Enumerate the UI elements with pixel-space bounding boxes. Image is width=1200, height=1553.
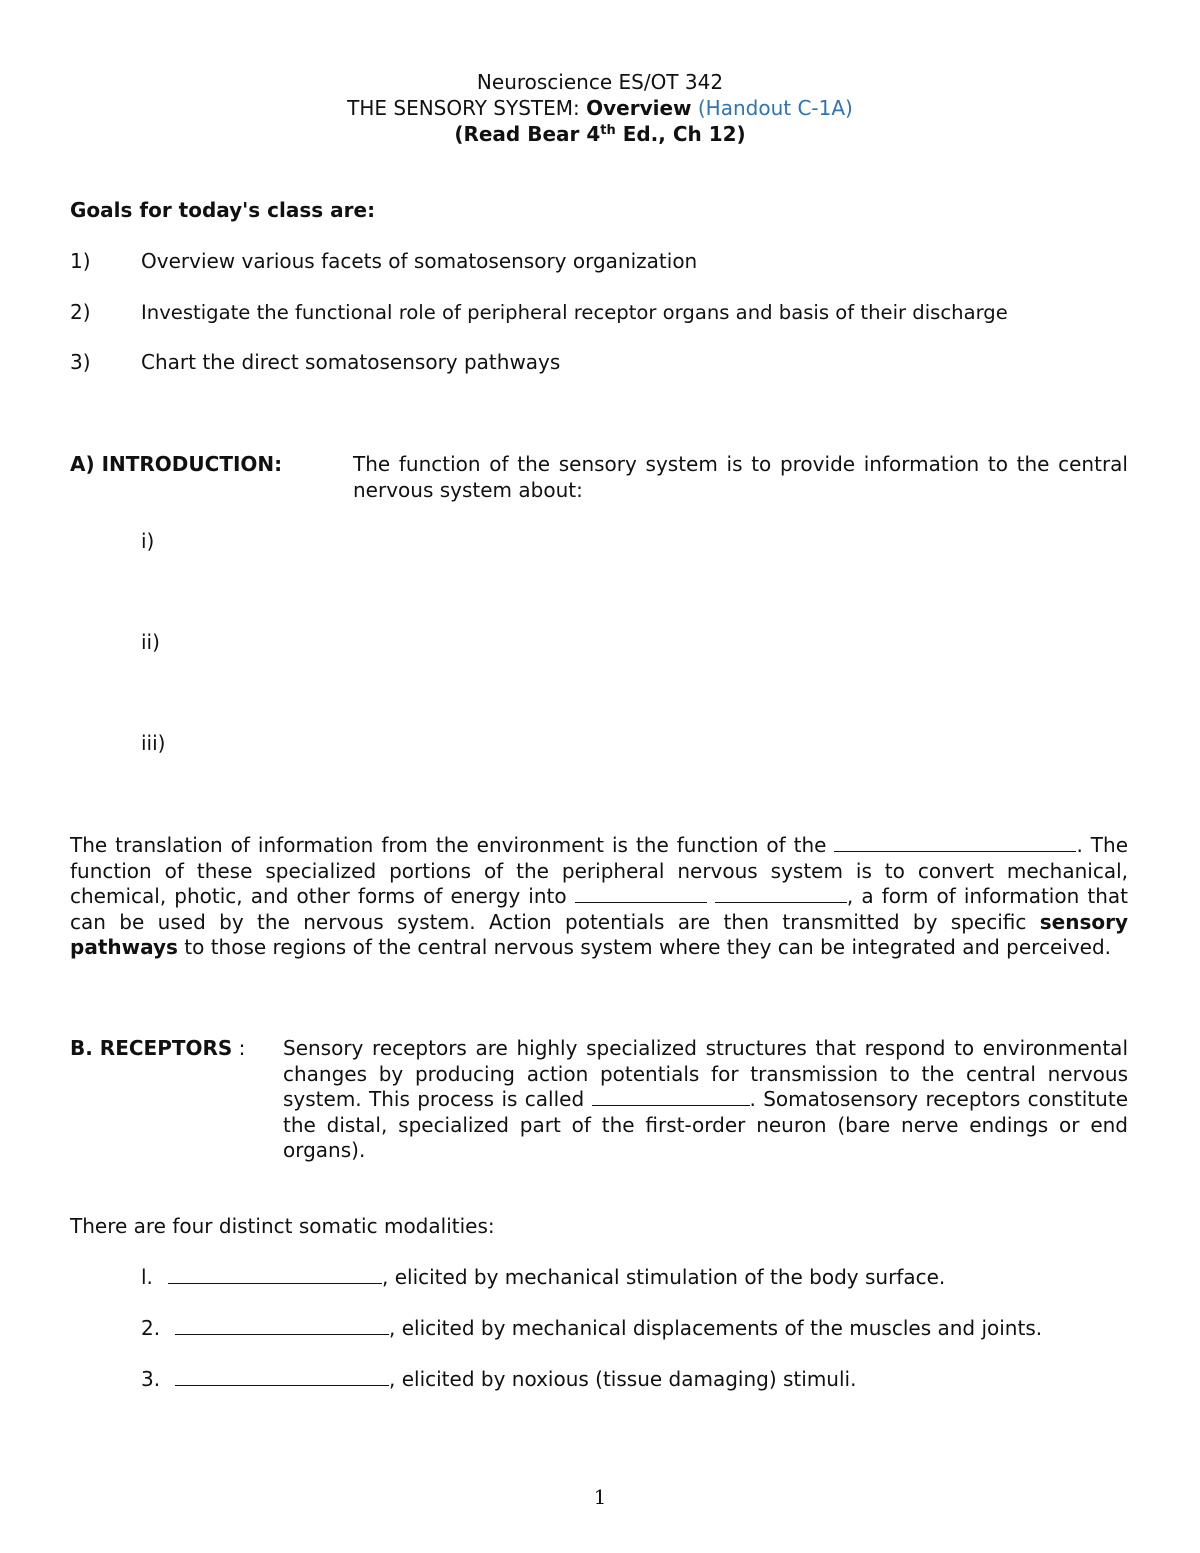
goal-number: 3) — [70, 350, 91, 374]
intro-point: ii) — [141, 630, 160, 654]
modality-line — [168, 1265, 945, 1290]
sensory-pathways-term: sensory pathways — [70, 909, 1128, 959]
goal-number: 1) — [70, 249, 91, 273]
receptors-paragraph — [283, 1036, 1128, 1164]
reading-assignment — [0, 122, 1200, 147]
goal-text: Investigate the functional role of peripheral receptor organs and basis of their discharge — [141, 301, 1008, 324]
page-number: 1 — [593, 1485, 607, 1509]
modality-number: l. — [141, 1265, 153, 1289]
intro-text: The function of the sensory system is to provide information to the central nervous system about: — [353, 452, 1128, 502]
intro-point: iii) — [141, 731, 166, 755]
modality-number: 3. — [141, 1367, 161, 1391]
translation-text-2: . The function of these specialized portions of the peripheral nervous system is to convert mechanical, chemical, photic, and other forms of energy into — [70, 833, 1128, 908]
modalities-intro: There are four distinct somatic modalities: — [70, 1214, 495, 1238]
handout-title — [0, 96, 1200, 121]
goal-text: Chart the direct somatosensory pathways — [141, 350, 561, 374]
goals-heading: Goals for today's class are: — [70, 198, 376, 222]
modality-text: , elicited by mechanical stimulation of the body surface. — [382, 1265, 946, 1289]
fill-in-blank[interactable] — [175, 1316, 389, 1335]
reading-superscript: th — [600, 123, 616, 138]
title-main: THE SENSORY SYSTEM: — [347, 96, 587, 120]
modality-text: , elicited by mechanical displacements of the muscles and joints. — [389, 1316, 1043, 1340]
fill-in-blank[interactable] — [575, 884, 707, 903]
goal-number: 2) — [70, 300, 91, 324]
course-title: Neuroscience ES/OT 342 — [476, 70, 724, 94]
handout-label: (Handout C-1A) — [697, 96, 853, 120]
modality-line — [175, 1367, 856, 1392]
translation-text-4: to those regions of the central nervous system where they can be integrated and perceived. — [184, 935, 1112, 959]
receptors-heading-line — [70, 1036, 245, 1061]
receptors-text-1: Sensory receptors are highly specialized structures that respond to environmental changes by producing action potentials for transmission to the central nervous system. This process is called — [283, 1036, 1128, 1111]
translation-paragraph — [70, 833, 1128, 961]
fill-in-blank[interactable] — [592, 1087, 750, 1106]
translation-text-3: , a form of information that can be used by the nervous system. Action potentials are then transmitted by specific — [70, 884, 1129, 934]
receptors-text-2: . Somatosensory receptors constitute the distal, specialized part of the first-order neuron (bare nerve endings or end organs). — [283, 1087, 1128, 1162]
fill-in-blank[interactable] — [168, 1265, 382, 1284]
modality-number: 2. — [141, 1316, 161, 1340]
modality-text: , elicited by noxious (tissue damaging) stimuli. — [389, 1367, 857, 1391]
fill-in-blank[interactable] — [834, 833, 1076, 852]
goal-text: Overview various facets of somatosensory organization — [141, 249, 698, 273]
reading-suffix: Ed., Ch 12) — [615, 122, 746, 146]
title-bold: Overview — [586, 96, 692, 120]
modality-line — [175, 1316, 1042, 1341]
fill-in-blank[interactable] — [715, 884, 847, 903]
intro-point: i) — [141, 529, 155, 553]
fill-in-blank[interactable] — [175, 1367, 389, 1386]
translation-text-1: The translation of information from the environment is the function of the — [70, 833, 827, 857]
reading-prefix: (Read Bear 4 — [454, 122, 601, 146]
receptors-colon: : — [232, 1036, 246, 1060]
intro-heading: A) INTRODUCTION: — [70, 452, 283, 476]
receptors-heading: B. RECEPTORS — [70, 1036, 233, 1060]
